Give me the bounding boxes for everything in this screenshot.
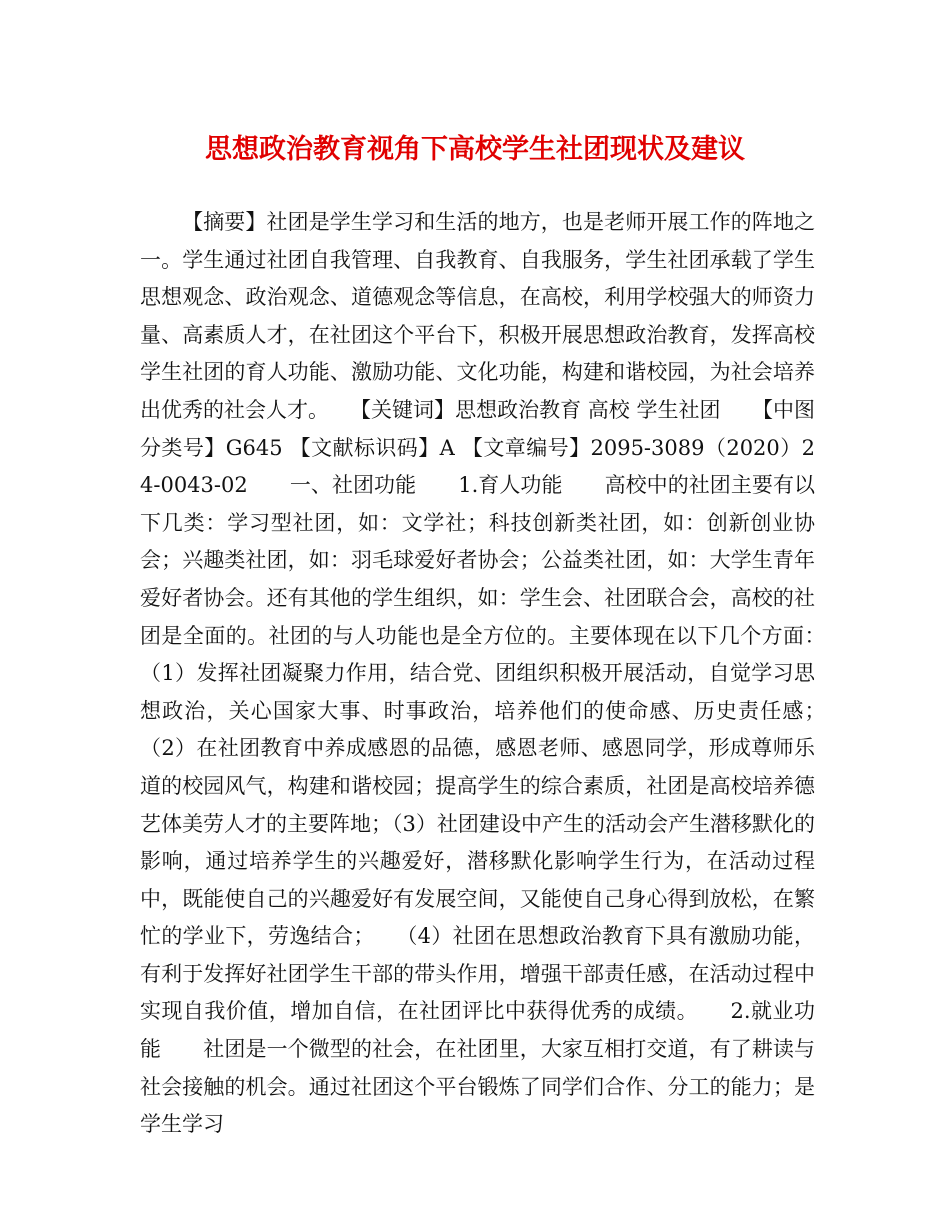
document-body-text: 【摘要】社团是学生学习和生活的地方，也是老师开展工作的阵地之一。学生通过社团自我管理、自我教育、自我服务，学生社团承载了学生思想观念、政治观念、道德观念等信息，在高校，利用学校强大的师资力量、高素质人才，在社团这个平台下，积极开展思想政治教育，发挥高校学生社团的育人功能、激励功能、文化功能，构建和谐校园，为社会培养出优秀的社会人才。 【关键词】思想政治教育 高校 学生社团 【中图分类号】G645 【文献标识码】A 【文章编号】2095-3089（2020）24-0043-02 一、社团功能 1.育人功能 高校中的社团主要有以下几类：学习型社团，如：文学社；科技创新类社团，如：创新创业协会；兴趣类社团，如：羽毛球爱好者协会；公益类社团，如：大学生青年爱好者协会。还有其他的学生组织，如：学生会、社团联合会，高校的社团是全面的。社团的与人功能也是全方位的。主要体现在以下几个方面： （1）发挥社团凝聚力作用，结合党、团组织积极开展活动，自觉学习思想政治，关心国家大事、时事政治，培养他们的使命感、历史责任感； （2）在社团教育中养成感恩的品德，感恩老师、感恩同学，形成尊师乐道的校园风气，构建和谐校园；提高学生的综合素质，社团是高校培养德艺体美劳人才的主要阵地；（3）社团建设中产生的活动会产生潜移默化的影响，通过培养学生的兴趣爱好，潜移默化影响学生行为，在活动过程中，既能使自己的兴趣爱好有发展空间，又能使自己身心得到放松，在繁忙的学业下，劳逸结合； （4）社团在思想政治教育下具有激励功能，有利于发挥好社团学生干部的带头作用，增强干部责任感，在活动过程中实现自我价值，增加自信，在社团评比中获得优秀的成绩。 2.就业功能 社团是一个微型的社会，在社团里，大家互相打交道，有了耕读与社会接触的机会。通过社团这个平台锻炼了同学们合作、分工的能力；是学生学习 (140, 210, 857, 1137)
document-title: 思想政治教育视角下高校学生社团现状及建议 (205, 134, 745, 165)
document-body (140, 204, 857, 1144)
